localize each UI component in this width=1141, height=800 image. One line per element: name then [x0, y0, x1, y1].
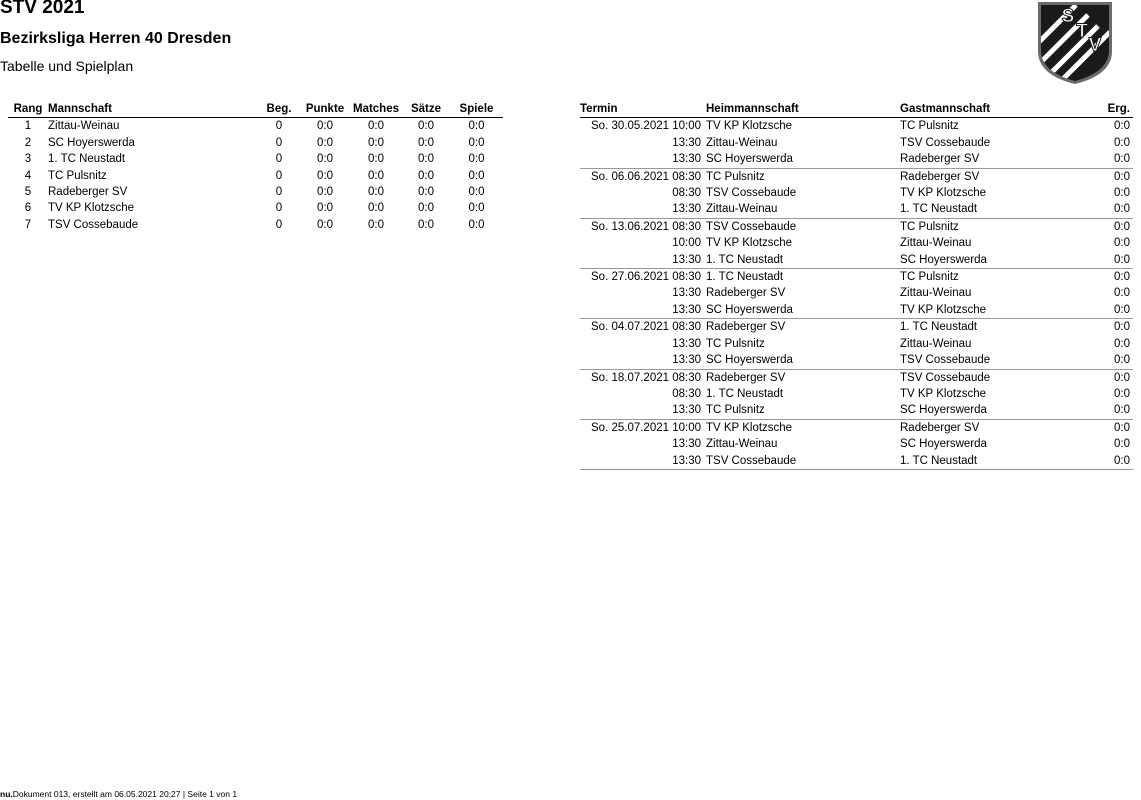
- match-result: 0:0: [1114, 120, 1130, 133]
- standings-matches: 0:0: [368, 153, 384, 166]
- page-title: STV 2021: [0, 0, 85, 18]
- standings-beg: 0: [275, 120, 283, 133]
- match-guest-team: 1. TC Neustadt: [900, 203, 978, 216]
- match-result: 0:0: [1100, 419, 1133, 436]
- match-guest-team: TSV Cossebaude: [900, 354, 991, 367]
- standings-beg: 0: [275, 218, 283, 231]
- standings-team: SC Hoyerswerda: [48, 136, 135, 149]
- match-row: [580, 269, 1133, 286]
- match-result: 0:0: [1114, 354, 1130, 367]
- match-termin: 13:30: [580, 453, 704, 470]
- standings-row: [8, 118, 503, 135]
- standings-header-row: [8, 101, 503, 118]
- match-row: [580, 252, 1133, 269]
- match-termin: So. 25.07.2021 10:00: [580, 419, 704, 436]
- match-home-team: TV KP Klotzsche: [704, 419, 900, 436]
- col-header-heimmannschaft: Heimmannschaft: [704, 101, 900, 118]
- match-row: [580, 235, 1133, 251]
- logo-letter-t: T: [1076, 21, 1088, 42]
- standings-punkte: 0:0: [317, 136, 333, 149]
- match-termin: 13:30: [672, 438, 701, 451]
- match-home-team: SC Hoyerswerda: [706, 354, 793, 367]
- club-logo: [1036, 0, 1114, 84]
- match-termin: So. 18.07.2021 08:30: [580, 369, 704, 386]
- match-row: [580, 302, 1133, 319]
- col-header-rang: Rang: [8, 101, 48, 118]
- logo-letter-v: V: [1088, 35, 1102, 56]
- match-home-team: 1. TC Neustadt: [706, 253, 784, 266]
- standings-saetze: 0:0: [418, 169, 434, 182]
- match-row: [580, 168, 1133, 185]
- match-termin: 08:30: [672, 187, 701, 200]
- match-guest-team: Zittau-Weinau: [900, 237, 972, 250]
- match-result: 0:0: [1114, 404, 1130, 417]
- standings-spiele: 0:0: [468, 186, 485, 199]
- page-footer: [0, 789, 237, 799]
- match-guest-team: TC Pulsnitz: [900, 120, 959, 133]
- standings-matches: 0:0: [368, 202, 384, 215]
- match-home-team: TV KP Klotzsche: [706, 120, 793, 133]
- match-guest-team: 1. TC Neustadt: [900, 319, 1100, 336]
- match-home-team: SC Hoyerswerda: [706, 153, 793, 166]
- match-termin: So. 30.05.2021 10:00: [591, 120, 701, 133]
- match-guest-team: TC Pulsnitz: [900, 218, 1100, 235]
- match-row: [580, 185, 1133, 201]
- standings-rank: 3: [24, 153, 32, 166]
- standings-punkte: 0:0: [317, 186, 333, 199]
- standings-rank: 6: [24, 202, 32, 215]
- match-home-team: TSV Cossebaude: [704, 453, 900, 470]
- match-termin: 13:30: [672, 354, 701, 367]
- standings-row: [8, 200, 503, 216]
- standings-beg: 0: [275, 202, 283, 215]
- match-guest-team: Radeberger SV: [900, 153, 980, 166]
- standings-beg: 0: [275, 186, 283, 199]
- match-result: 0:0: [1100, 218, 1133, 235]
- match-row: [580, 369, 1133, 386]
- match-result: 0:0: [1114, 303, 1130, 316]
- standings-table: [8, 101, 503, 233]
- standings-rank: 5: [24, 186, 32, 199]
- match-termin: 13:30: [672, 404, 701, 417]
- col-header-saetze: Sätze: [402, 101, 450, 118]
- standings-spiele: 0:0: [468, 136, 485, 149]
- standings-beg: 0: [275, 169, 283, 182]
- standings-row: [8, 168, 503, 184]
- match-guest-team: Zittau-Weinau: [900, 337, 972, 350]
- footer-text: Dokument 013, erstellt am 06.05.2021 20:27 | Seite 1 von 1: [12, 789, 238, 799]
- standings-matches: 0:0: [368, 186, 384, 199]
- match-result: 0:0: [1114, 337, 1130, 350]
- match-row: [580, 336, 1133, 352]
- standings-team: TC Pulsnitz: [48, 169, 107, 182]
- match-guest-team: Zittau-Weinau: [900, 287, 972, 300]
- match-guest-team: SC Hoyerswerda: [900, 253, 987, 266]
- match-termin: 13:30: [672, 287, 701, 300]
- match-row: [580, 135, 1133, 151]
- match-result: 0:0: [1114, 203, 1130, 216]
- col-header-termin: Termin: [580, 101, 704, 118]
- match-termin: 13:30: [672, 153, 701, 166]
- standings-team: Radeberger SV: [48, 186, 128, 199]
- match-result: 0:0: [1114, 387, 1130, 400]
- match-termin: So. 13.06.2021 08:30: [580, 218, 704, 235]
- standings-beg: 0: [275, 136, 283, 149]
- match-home-team: Zittau-Weinau: [706, 136, 778, 149]
- standings-matches: 0:0: [368, 218, 384, 231]
- standings-saetze: 0:0: [418, 186, 434, 199]
- standings-rank: 4: [24, 169, 32, 182]
- match-termin: So. 27.06.2021 08:30: [580, 269, 704, 286]
- col-header-matches: Matches: [350, 101, 402, 118]
- match-row: [580, 218, 1133, 235]
- standings-punkte: 0:0: [317, 120, 333, 133]
- standings-saetze: 0:0: [418, 153, 434, 166]
- match-home-team: TC Pulsnitz: [704, 168, 900, 185]
- match-row: [580, 402, 1133, 419]
- match-guest-team: Radeberger SV: [900, 419, 1100, 436]
- match-row: [580, 151, 1133, 168]
- match-guest-team: Radeberger SV: [900, 168, 1100, 185]
- match-termin: 08:30: [672, 387, 701, 400]
- col-header-gastmannschaft: Gastmannschaft: [900, 101, 1100, 118]
- match-home-team: 1. TC Neustadt: [704, 269, 900, 286]
- match-result: 0:0: [1114, 287, 1130, 300]
- match-result: 0:0: [1114, 136, 1130, 149]
- match-guest-team: TV KP Klotzsche: [900, 187, 987, 200]
- match-guest-team: 1. TC Neustadt: [900, 453, 1100, 470]
- standings-matches: 0:0: [368, 120, 384, 133]
- document-caption: Tabelle und Spielplan: [0, 58, 134, 74]
- match-guest-team: TC Pulsnitz: [900, 269, 1100, 286]
- schedule-table: [580, 101, 1133, 470]
- col-header-beg: Beg.: [258, 101, 300, 118]
- standings-row: [8, 135, 503, 151]
- match-result: 0:0: [1100, 168, 1133, 185]
- match-termin: 13:30: [672, 303, 701, 316]
- footer-brand: nu.: [0, 789, 13, 799]
- match-row: [580, 436, 1133, 452]
- match-result: 0:0: [1100, 369, 1133, 386]
- match-home-team: SC Hoyerswerda: [706, 303, 793, 316]
- match-row: [580, 201, 1133, 218]
- match-guest-team: TV KP Klotzsche: [900, 387, 987, 400]
- standings-saetze: 0:0: [418, 218, 434, 231]
- standings-spiele: 0:0: [468, 218, 485, 231]
- col-header-punkte: Punkte: [300, 101, 350, 118]
- standings-spiele: 0:0: [468, 202, 485, 215]
- match-home-team: Radeberger SV: [704, 369, 900, 386]
- match-termin: 13:30: [672, 203, 701, 216]
- standings-row: [8, 151, 503, 167]
- match-home-team: TC Pulsnitz: [706, 337, 765, 350]
- standings-matches: 0:0: [368, 136, 384, 149]
- logo-letter-s: S: [1061, 6, 1075, 27]
- match-home-team: TV KP Klotzsche: [706, 237, 793, 250]
- match-home-team: Zittau-Weinau: [706, 438, 778, 451]
- standings-rank: 7: [24, 218, 32, 231]
- match-termin: So. 04.07.2021 08:30: [580, 319, 704, 336]
- match-result: 0:0: [1100, 269, 1133, 286]
- match-termin: 10:00: [672, 237, 701, 250]
- match-row: [580, 285, 1133, 301]
- match-guest-team: TSV Cossebaude: [900, 136, 991, 149]
- match-result: 0:0: [1114, 153, 1130, 166]
- standings-team: Zittau-Weinau: [48, 120, 120, 133]
- standings-saetze: 0:0: [418, 202, 434, 215]
- match-result: 0:0: [1114, 438, 1130, 451]
- standings-row: [8, 184, 503, 200]
- match-termin: 13:30: [672, 337, 701, 350]
- standings-rank: 1: [24, 120, 32, 133]
- match-row: [580, 419, 1133, 436]
- match-result: 0:0: [1114, 187, 1130, 200]
- standings-team: 1. TC Neustadt: [48, 153, 126, 166]
- match-home-team: TSV Cossebaude: [704, 218, 900, 235]
- match-home-team: TC Pulsnitz: [706, 404, 765, 417]
- col-header-mannschaft: Mannschaft: [48, 101, 258, 118]
- match-result: 0:0: [1114, 237, 1130, 250]
- standings-punkte: 0:0: [317, 169, 333, 182]
- standings-spiele: 0:0: [468, 169, 485, 182]
- match-row: [580, 352, 1133, 369]
- standings-spiele: 0:0: [468, 153, 485, 166]
- standings-punkte: 0:0: [317, 153, 333, 166]
- match-home-team: TSV Cossebaude: [706, 187, 797, 200]
- league-subtitle: Bezirksliga Herren 40 Dresden: [0, 30, 232, 47]
- match-termin: 13:30: [672, 253, 701, 266]
- standings-matches: 0:0: [368, 169, 384, 182]
- col-header-spiele: Spiele: [450, 101, 503, 118]
- match-result: 0:0: [1100, 453, 1133, 470]
- match-guest-team: TSV Cossebaude: [900, 369, 1100, 386]
- match-result: 0:0: [1114, 253, 1130, 266]
- match-guest-team: SC Hoyerswerda: [900, 438, 987, 451]
- match-termin: 13:30: [672, 136, 701, 149]
- schedule-header-row: [580, 101, 1133, 118]
- standings-spiele: 0:0: [468, 120, 485, 133]
- standings-saetze: 0:0: [418, 120, 434, 133]
- match-home-team: Radeberger SV: [704, 319, 900, 336]
- match-home-team: Radeberger SV: [706, 287, 786, 300]
- match-home-team: Zittau-Weinau: [706, 203, 778, 216]
- match-row: [580, 386, 1133, 402]
- standings-rank: 2: [24, 136, 32, 149]
- match-row: [580, 319, 1133, 336]
- match-result: 0:0: [1100, 319, 1133, 336]
- match-row: [580, 453, 1133, 470]
- standings-team: TV KP Klotzsche: [48, 202, 135, 215]
- match-guest-team: SC Hoyerswerda: [900, 404, 987, 417]
- match-termin: So. 06.06.2021 08:30: [580, 168, 704, 185]
- match-guest-team: TV KP Klotzsche: [900, 303, 987, 316]
- match-row: [580, 118, 1133, 135]
- standings-punkte: 0:0: [317, 218, 333, 231]
- standings-beg: 0: [275, 153, 283, 166]
- match-home-team: 1. TC Neustadt: [706, 387, 784, 400]
- standings-punkte: 0:0: [317, 202, 333, 215]
- standings-saetze: 0:0: [418, 136, 434, 149]
- standings-team: TSV Cossebaude: [48, 218, 139, 231]
- standings-row: [8, 217, 503, 233]
- col-header-erg: Erg.: [1100, 101, 1133, 118]
